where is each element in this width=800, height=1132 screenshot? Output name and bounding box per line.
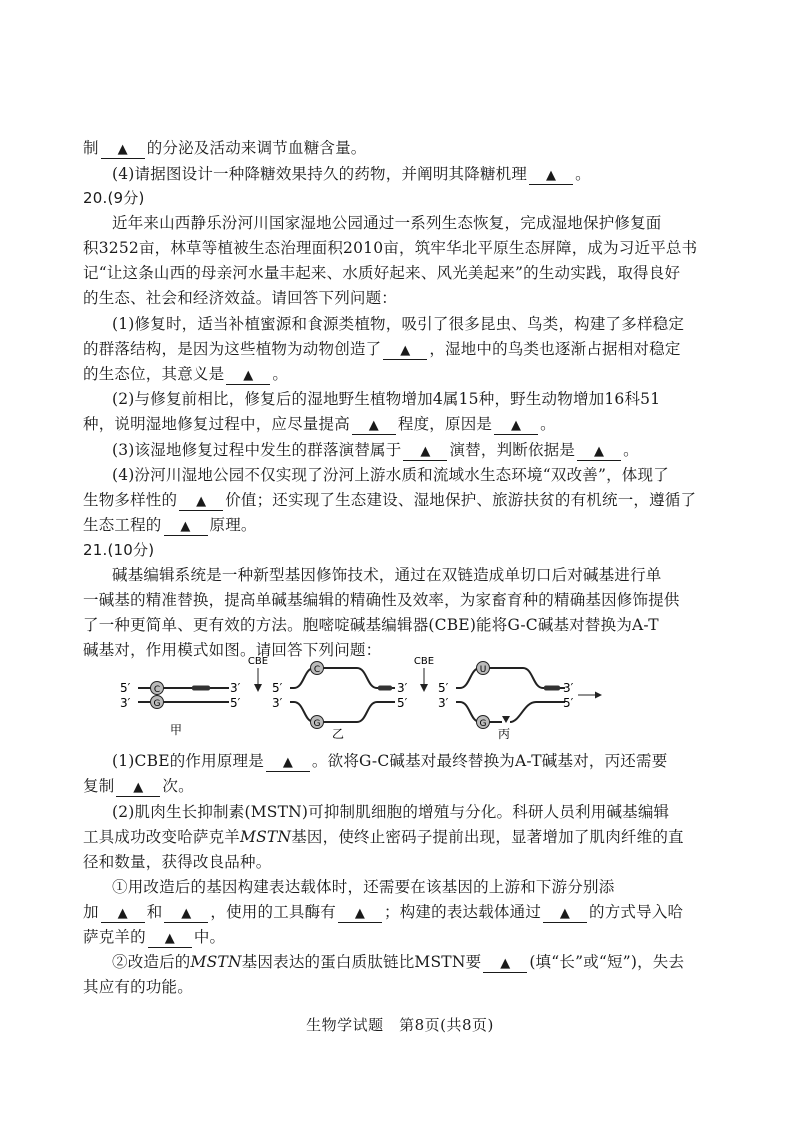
q20-intro-line: 的生态、社会和经济效益。请回答下列问题：: [83, 289, 398, 307]
q20-part2-line-1: (2)与修复前相比，修复后的湿地野生植物增加4属15种，野生动物增加16科51: [112, 390, 661, 408]
svg-text:G: G: [313, 719, 321, 729]
q21-intro-line: 了一种更简单、更有效的方法。胞嘧啶碱基编辑器(CBE)能将G-C碱基对替换为A-T: [83, 616, 659, 634]
dna-strand-top: [290, 668, 395, 688]
gene-name: MSTN: [190, 953, 242, 971]
target-segment: [192, 686, 210, 691]
q19-line-1: 制 ▲ 的分泌及活动来调节血糖含量。: [83, 139, 367, 157]
answer-blank[interactable]: ▲: [403, 444, 447, 461]
q20-part3: (3)该湿地修复过程中发生的群落演替属于 ▲ 演替，判断依据是 ▲ 。: [112, 441, 639, 459]
q21-intro-line: 碱基编辑系统是一种新型基因修饰技术，通过在双链造成单切口后对碱基进行单: [112, 566, 662, 584]
target-segment: [544, 686, 560, 691]
q20-part4-line-3: 生态工程的 ▲ 原理。: [83, 516, 257, 534]
prime-label: 5′: [230, 696, 241, 710]
q21-header: 21.(10分): [83, 541, 155, 559]
dna-strand-top: [456, 668, 565, 688]
prime-label: 3′: [563, 681, 574, 695]
panel-c-dna: [438, 662, 602, 741]
panel-label: 甲: [169, 723, 183, 737]
arrowhead-icon: [254, 684, 262, 692]
q20-intro-line: 记“让这条山西的母亲河水量丰起来、水质好起来、风光美起来”的生动实践，取得良好: [83, 264, 681, 282]
dna-strand-bottom-right: [510, 702, 565, 722]
svg-text:U: U: [479, 665, 487, 675]
answer-blank[interactable]: ▲: [148, 931, 192, 948]
panel-label: 乙: [331, 727, 345, 740]
q20-part1-line-2: 的群落结构，是因为这些植物为动物创造了 ▲ ，湿地中的鸟类也逐渐占据相对稳定: [83, 340, 681, 358]
q21-sub1-line-2: 加 ▲ 和 ▲ ，使用的工具酶有 ▲ ；构建的表达载体通过 ▲ 的方式导入哈: [83, 903, 684, 921]
q21-sub2-line-2: 其应有的功能。: [83, 978, 193, 996]
answer-blank[interactable]: ▲: [352, 418, 396, 435]
q21-part2-line-1: (2)肌肉生长抑制素(MSTN)可抑制肌细胞的增殖与分化。科研人员利用碱基编辑: [112, 803, 670, 821]
prime-label: 5′: [563, 696, 574, 710]
arrowhead-icon: [420, 684, 428, 692]
prime-label: 3′: [272, 696, 283, 710]
enzyme-label: CBE: [247, 656, 269, 667]
answer-blank[interactable]: ▲: [101, 906, 145, 923]
q20-part4-line-1: (4)汾河川湿地公园不仅实现了汾河上游水质和流域水生态环境“双改善”，体现了: [112, 466, 669, 484]
prime-label: 5′: [438, 681, 449, 695]
enzyme-label: CBE: [413, 656, 435, 667]
q21-sub1-line-3: 萨克羊的 ▲ 中。: [83, 928, 226, 946]
q21-part2-line-3: 径和数量，获得改良品种。: [83, 853, 272, 871]
answer-blank[interactable]: ▲: [164, 906, 208, 923]
q21-sub1-line-1: ①用改造后的基因构建表达载体时，还需要在该基因的上游和下游分别添: [112, 878, 615, 896]
q20-part4-line-2: 生物多样性的 ▲ 价值；还实现了生态建设、湿地保护、旅游扶贫的有机统一，遵循了: [83, 491, 697, 509]
prime-label: 5′: [272, 681, 283, 695]
q21-part1-line-1: (1)CBE的作用原理是 ▲ 。欲将G-C碱基对最终替换为A-T碱基对，丙还需要: [112, 752, 668, 770]
panel-label: 丙: [497, 727, 511, 740]
prime-label: 3′: [438, 696, 449, 710]
svg-text:C: C: [153, 685, 161, 695]
answer-blank[interactable]: ▲: [101, 142, 145, 159]
q21-intro-line: 碱基对，作用模式如图。请回答下列问题：: [83, 641, 382, 659]
prime-label: 5′: [120, 681, 131, 695]
q19-line-2: (4)请据图设计一种降糖效果持久的药物，并阐明其降糖机理 ▲ 。: [112, 165, 591, 183]
answer-blank[interactable]: ▲: [383, 343, 427, 360]
target-segment: [378, 686, 392, 691]
answer-blank[interactable]: ▲: [116, 780, 160, 797]
answer-blank[interactable]: ▲: [226, 368, 270, 385]
page-footer: 生物学试题 第8页(共8页): [306, 1016, 494, 1034]
gene-name: MSTN: [240, 828, 292, 846]
answer-blank[interactable]: ▲: [179, 494, 223, 511]
cbe-mechanism-diagram: [112, 650, 612, 740]
panel-a-dna: [120, 681, 241, 737]
nick-marker-icon: [502, 716, 510, 723]
svg-text:C: C: [313, 665, 321, 675]
q20-intro-line: 积3252亩，林草等植被生态治理面积2010亩，筑牢华北平原生态屏障，成为习近平总书: [83, 239, 698, 257]
q21-intro-line: 一碱基的精准替换，提高单碱基编辑的精确性及效率，为家畜育种的精确基因修饰提供: [83, 591, 680, 609]
q20-part2-line-2: 种，说明湿地修复过程中，应尽量提高 ▲ 程度，原因是 ▲ 。: [83, 415, 556, 433]
prime-label: 5′: [397, 696, 408, 710]
q20-part1-line-1: (1)修复时，适当补植蜜源和食源类植物，吸引了很多昆虫、鸟类，构建了多样稳定: [112, 315, 685, 333]
panel-b-dna: [272, 662, 408, 741]
answer-blank[interactable]: ▲: [266, 755, 310, 772]
answer-blank[interactable]: ▲: [338, 906, 382, 923]
q20-intro-line: 近年来山西静乐汾河川国家湿地公园通过一系列生态恢复，完成湿地保护修复面: [112, 214, 662, 232]
q20-part1-line-3: 的生态位，其意义是 ▲ 。: [83, 365, 289, 383]
answer-blank[interactable]: ▲: [494, 418, 538, 435]
answer-blank[interactable]: ▲: [483, 956, 527, 973]
q21-part1-line-2: 复制 ▲ 次。: [83, 777, 194, 795]
q20-header: 20.(9分): [83, 189, 145, 207]
answer-blank[interactable]: ▲: [543, 906, 587, 923]
q21-sub2-line-1: ②改造后的MSTN基因表达的蛋白质肽链比MSTN要 ▲ (填“长”或“短”)，失去: [112, 953, 685, 971]
q21-part2-line-2: 工具成功改变哈萨克羊MSTN基因，使终止密码子提前出现，显著增加了肌肉纤维的直: [83, 828, 684, 846]
dna-strand-bottom: [290, 702, 395, 722]
answer-blank[interactable]: ▲: [577, 444, 621, 461]
answer-blank[interactable]: ▲: [529, 168, 573, 185]
svg-text:G: G: [479, 719, 487, 729]
arrowhead-icon: [595, 692, 602, 699]
prime-label: 3′: [397, 681, 408, 695]
answer-blank[interactable]: ▲: [164, 519, 208, 536]
prime-label: 3′: [120, 696, 131, 710]
prime-label: 3′: [230, 681, 241, 695]
svg-text:G: G: [153, 699, 161, 709]
